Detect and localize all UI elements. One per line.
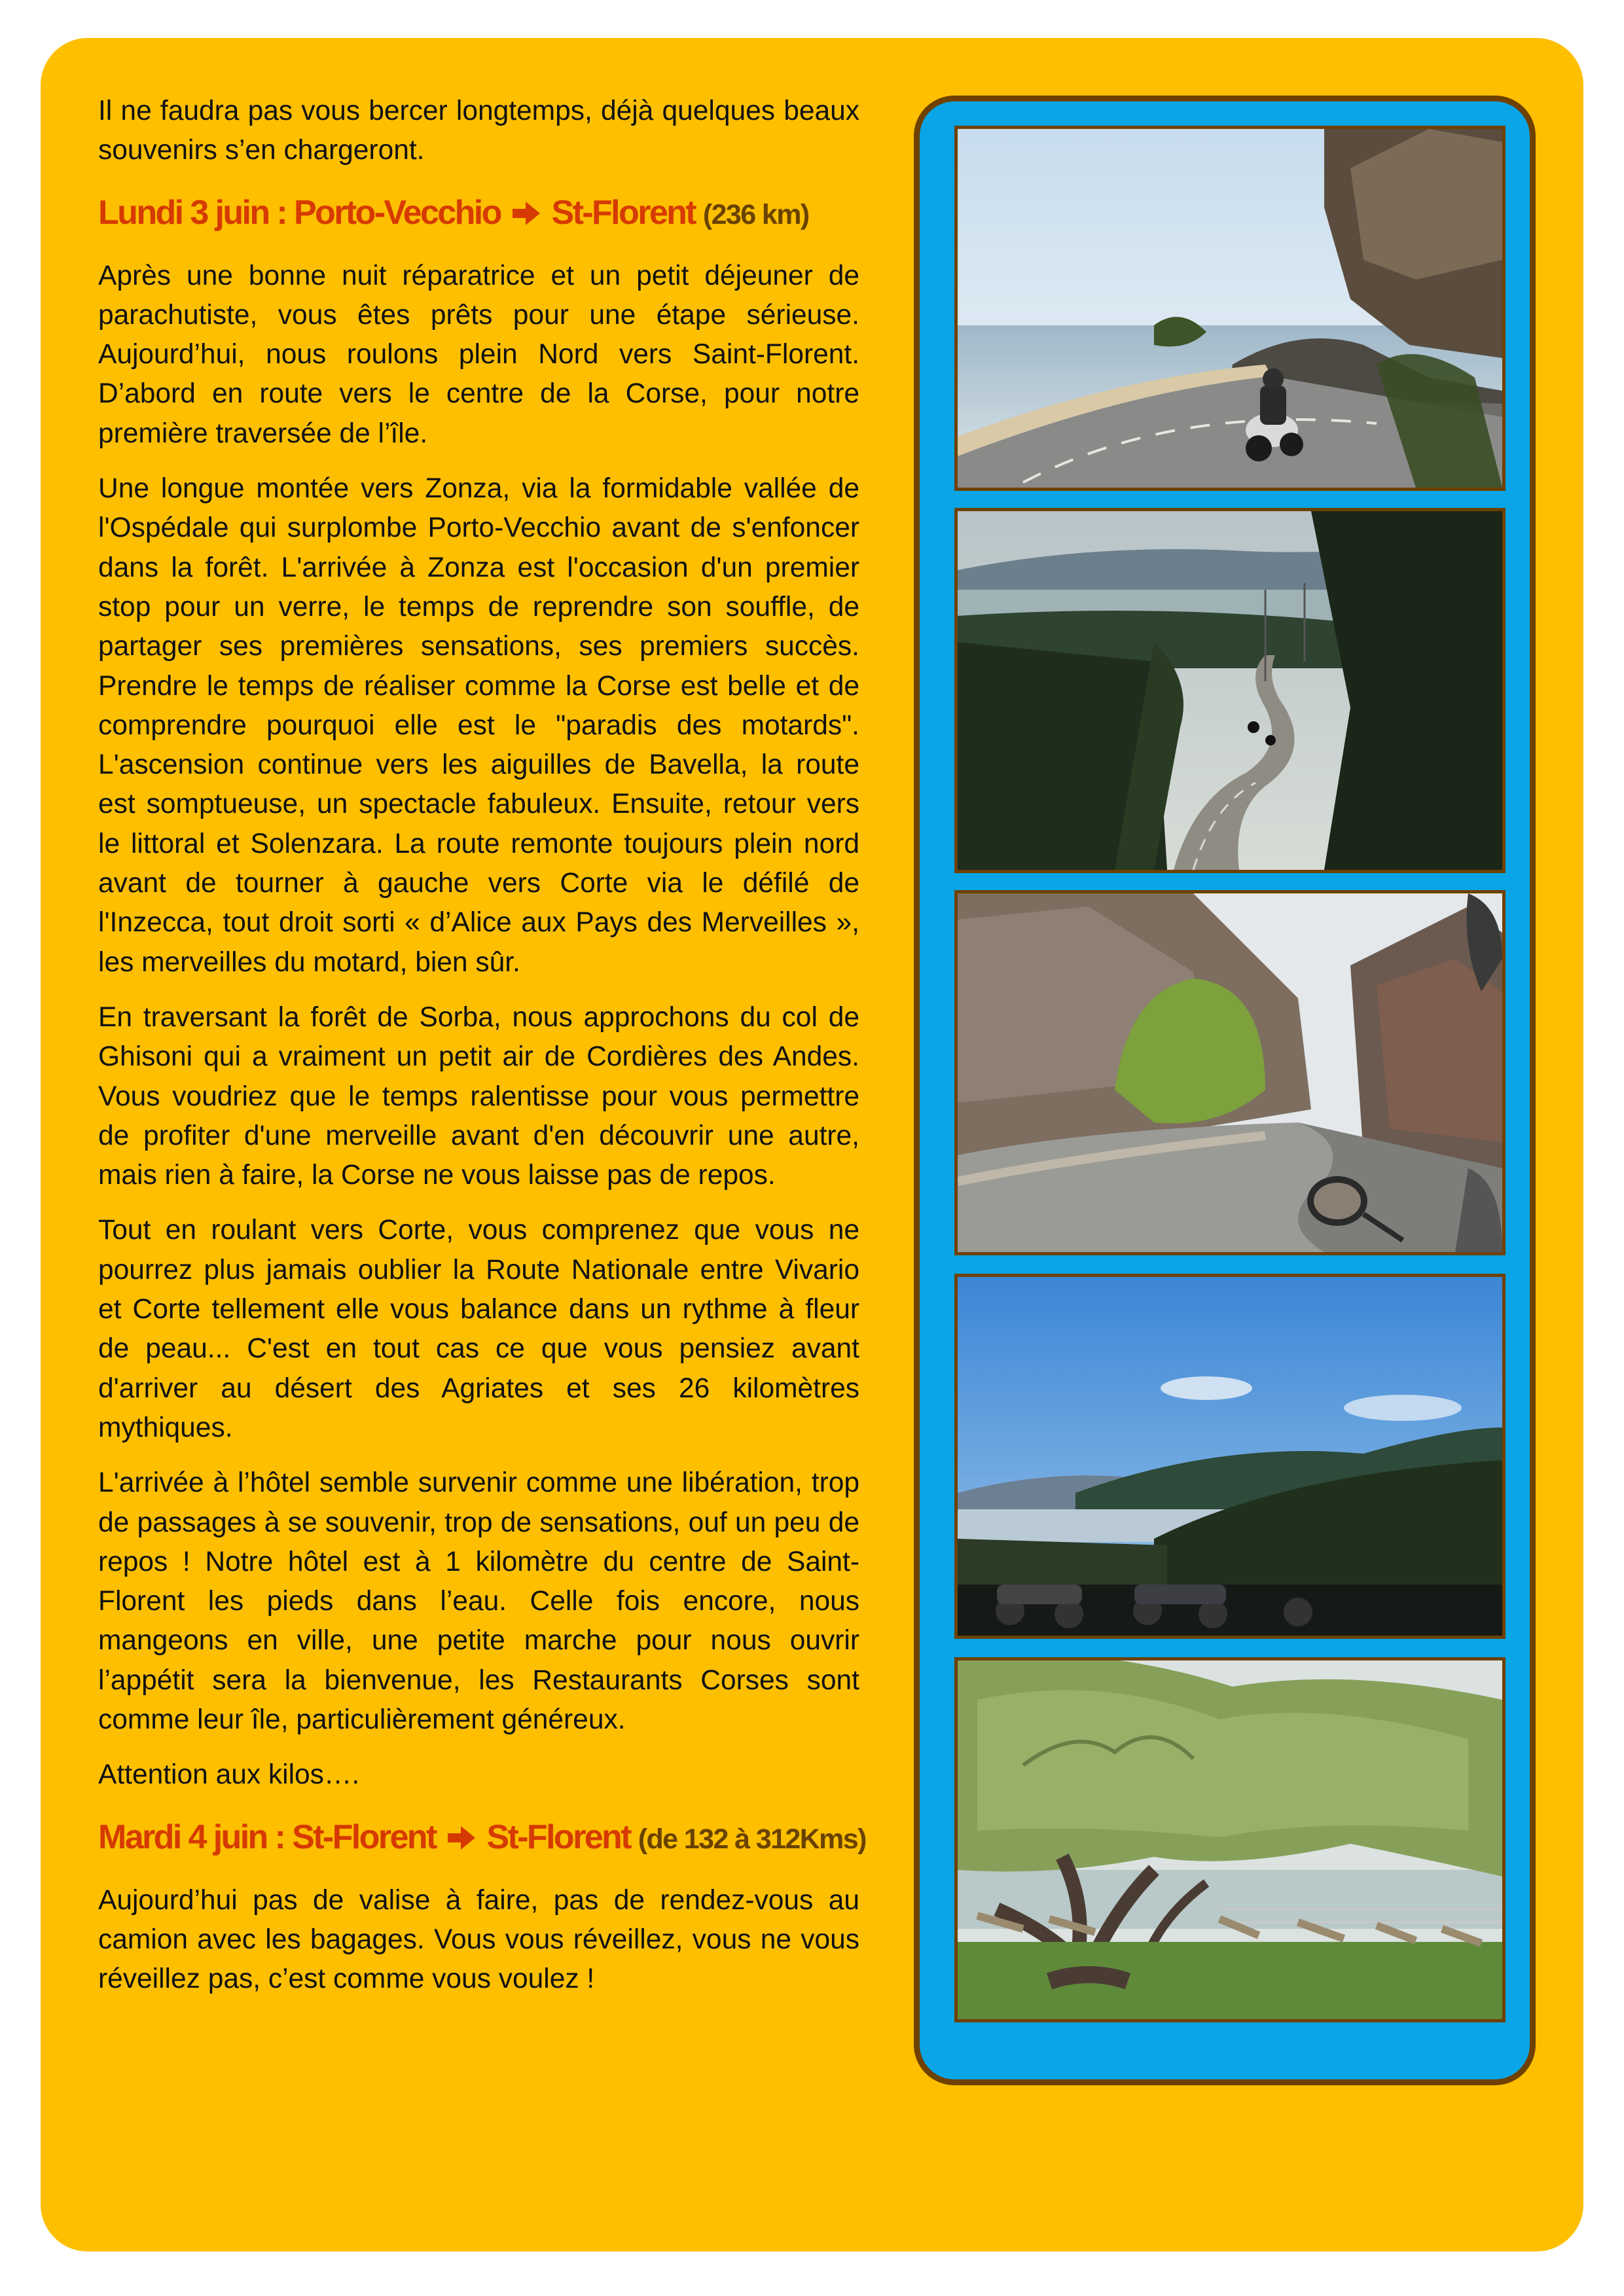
right-arrow-icon (448, 1814, 475, 1861)
day1-closing-note: Attention aux kilos…. (98, 1759, 360, 1791)
day-heading-mardi (98, 1814, 866, 1863)
day1-paragraph: En traversant la forêt de Sorba, nous approchons du col de Ghisoni qui a vraiment un petit air de Cordières des Andes. Vous voudriez que le temps ralentisse pour vous permettre de profiter d'une merveille avant d'en découvrir une autre, mais rien à faire, la Corse ne vous laisse pas de repos. (98, 1001, 859, 1191)
intro-paragraph: Il ne faudra pas vous bercer longtemps, déjà quelques beaux souvenirs s’en chargeront. (98, 96, 859, 166)
day-heading-distance: (236 km) (702, 198, 809, 230)
right-arrow-icon (513, 189, 540, 236)
day1-paragraph: L'arrivée à l’hôtel semble survenir comme une libération, trop de passages à se souvenir, trop de sensations, ouf un peu de repos ! Notre hôtel est à 1 kilomètre du centre de Saint-Florent les pieds dans l’eau. Celle fois encore, nous mangeons en ville, une petite marche pour nous ouvrir l’appétit sera la bienvenue, les Restaurants Corses sont comme leur île, particulièrement généreux. (98, 1467, 859, 1735)
day2-paragraph: Aujourd’hui pas de valise à faire, pas de rendez-vous au camion avec les bagages. Vous vous réveillez, vous ne vous réveillez pas, c’est comme vous voulez ! (98, 1884, 859, 1995)
day1-paragraph: Une longue montée vers Zonza, via la formidable vallée de l'Ospédale qui surplombe Porto-Vecchio avant de s'enfoncer dans la forêt. L'arrivée à Zonza est l'occasion d'un premier stop pour un verre, le temps de reprendre son souffle, de partager ses premières sensations, ses premiers succès. Prendre le temps de réaliser comme la Corse est belle et de comprendre pourquoi elle est le "paradis des motards". L'ascension continue vers les aiguilles de Bavella, la route est somptueuse, un spectacle fabuleux. Ensuite, retour vers le littoral et Solenzara. La route remonte toujours plein nord avant de tourner à gauche vers Corte via le défilé de l'Inzecca, tout droit sorti « d’Alice aux Pays des Merveilles », les merveilles du motard, bien sûr. (98, 473, 859, 978)
photo-coastal-road-motorcycle (954, 126, 1506, 491)
day-heading-destination: St-Florent (486, 1818, 630, 1856)
day1-paragraph: Après une bonne nuit réparatrice et un petit déjeuner de parachutiste, vous êtes prêts pour une étape sérieuse. Aujourd’hui, nous roulons plein Nord vers Saint-Florent. D’abord en route vers le centre de la Corse, pour notre première traversée de l’île. (98, 260, 859, 449)
photo-forest-road-bay-view (954, 508, 1506, 873)
day-heading-destination: St-Florent (551, 193, 696, 232)
photo-gorge-road-mirror (954, 890, 1506, 1255)
photo-tree-beach-loungers (954, 1657, 1506, 2022)
day1-paragraph: Tout en roulant vers Corte, vous comprenez que vous ne pourrez plus jamais oublier la Route Nationale entre Vivario et Corte tellement elle vous balance dans un rythme à fleur de peau... C'est en tout cas ce que vous pensiez avant d'arriver au désert des Agriates et ses 26 kilomètres mythiques. (98, 1215, 859, 1443)
day-heading-origin: Lundi 3 juin : Porto-Vecchio (98, 193, 501, 232)
day-heading-origin: Mardi 4 juin : St-Florent (98, 1818, 436, 1856)
day-heading-lundi (98, 189, 859, 238)
photo-coast-parked-motorcycles (954, 1274, 1506, 1639)
day-heading-distance: (de 132 à 312Kms) (638, 1823, 866, 1855)
text-column (98, 92, 866, 2015)
